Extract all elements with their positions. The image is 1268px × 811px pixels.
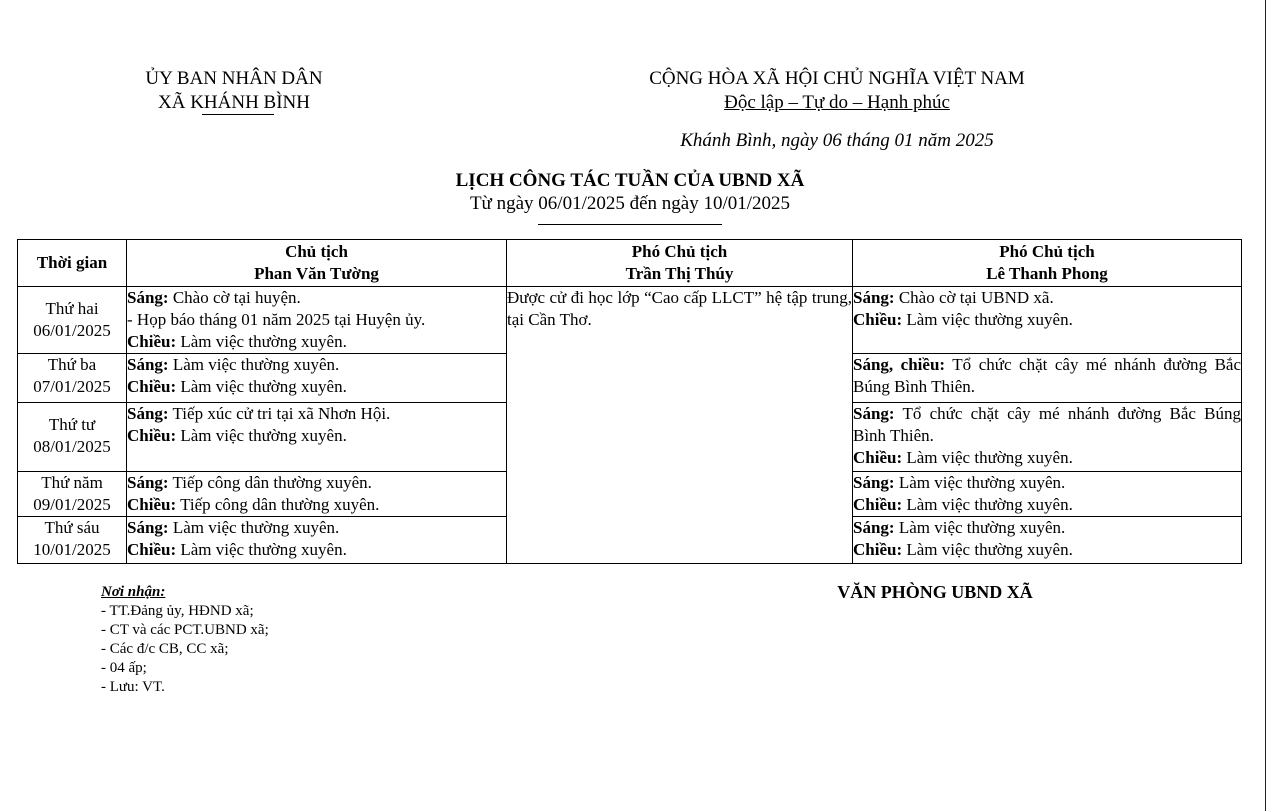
org-underline bbox=[202, 114, 274, 115]
header-official-3: Phó Chủ tịch Lê Thanh Phong bbox=[853, 240, 1242, 287]
place-date: Khánh Bình, ngày 06 tháng 01 năm 2025 bbox=[680, 130, 994, 151]
header-official-2: Phó Chủ tịch Trần Thị Thúy bbox=[507, 240, 853, 287]
nation-line-1: CỘNG HÒA XÃ HỘI CHỦ NGHĨA VIỆT NAM bbox=[649, 68, 1025, 89]
day-cell: Thứ năm 09/01/2025 bbox=[18, 472, 127, 517]
table-header-row bbox=[18, 240, 1242, 287]
title-underline bbox=[538, 224, 722, 225]
nation-line-2: Độc lập – Tự do – Hạnh phúc bbox=[724, 92, 950, 113]
recipients-block bbox=[101, 583, 269, 697]
signature-office: VĂN PHÒNG UBND XÃ bbox=[837, 582, 1033, 602]
day-cell: Thứ ba 07/01/2025 bbox=[18, 354, 127, 403]
official-2-note: Được cử đi học lớp “Cao cấp LLCT” hệ tập trung, tại Cần Thơ. bbox=[507, 288, 852, 329]
recipient-item: - Các đ/c CB, CC xã; bbox=[101, 641, 229, 657]
day-cell: Thứ hai 06/01/2025 bbox=[18, 287, 127, 354]
recipient-item: - TT.Đảng ủy, HĐND xã; bbox=[101, 603, 254, 619]
official-1-cell: Sáng: Tiếp xúc cử tri tại xã Nhơn Hội. Chiều: Làm việc thường xuyên. bbox=[127, 403, 507, 472]
header-official-1: Chủ tịch Phan Văn Tường bbox=[127, 240, 507, 287]
official-3-cell: Sáng: Làm việc thường xuyên. Chiều: Làm việc thường xuyên. bbox=[853, 472, 1242, 517]
table-row bbox=[18, 287, 1242, 354]
org-header bbox=[112, 67, 356, 115]
day-cell: Thứ sáu 10/01/2025 bbox=[18, 517, 127, 564]
recipients-title: Nơi nhận: bbox=[101, 584, 166, 600]
official-3-cell: Sáng: Tổ chức chặt cây mé nhánh đường Bắc Búng Bình Thiên. Chiều: Làm việc thường xuyên. bbox=[853, 403, 1242, 472]
official-3-cell: Sáng: Chào cờ tại UBND xã. Chiều: Làm việc thường xuyên. bbox=[853, 287, 1242, 354]
official-1-cell: Sáng: Tiếp công dân thường xuyên. Chiều: Tiếp công dân thường xuyên. bbox=[127, 472, 507, 517]
page-edge-line bbox=[1265, 0, 1266, 811]
day-cell: Thứ tư 08/01/2025 bbox=[18, 403, 127, 472]
date-range: Từ ngày 06/01/2025 đến ngày 10/01/2025 bbox=[469, 193, 791, 214]
nation-header bbox=[600, 67, 1074, 115]
official-1-cell: Sáng: Chào cờ tại huyện. - Họp báo tháng 01 năm 2025 tại Huyện ủy. Chiều: Làm việc thường xuyên. bbox=[127, 287, 507, 354]
official-3-cell: Sáng: Làm việc thường xuyên. Chiều: Làm việc thường xuyên. bbox=[853, 517, 1242, 564]
official-1-cell: Sáng: Làm việc thường xuyên. Chiều: Làm việc thường xuyên. bbox=[127, 354, 507, 403]
recipient-item: - Lưu: VT. bbox=[101, 679, 165, 695]
official-1-cell: Sáng: Làm việc thường xuyên. Chiều: Làm việc thường xuyên. bbox=[127, 517, 507, 564]
official-2-merged-cell bbox=[507, 287, 853, 564]
header-time: Thời gian bbox=[18, 240, 127, 287]
recipient-item: - CT và các PCT.UBND xã; bbox=[101, 622, 269, 638]
org-line-1: ỦY BAN NHÂN DÂN bbox=[145, 68, 323, 89]
recipient-item: - 04 ấp; bbox=[101, 660, 147, 676]
schedule-table bbox=[17, 239, 1242, 564]
official-3-cell: Sáng, chiều: Tổ chức chặt cây mé nhánh đường Bắc Búng Bình Thiên. bbox=[853, 354, 1242, 403]
org-line-2: XÃ KHÁNH BÌNH bbox=[158, 92, 310, 113]
document-title: LỊCH CÔNG TÁC TUẦN CỦA UBND XÃ bbox=[455, 170, 805, 191]
